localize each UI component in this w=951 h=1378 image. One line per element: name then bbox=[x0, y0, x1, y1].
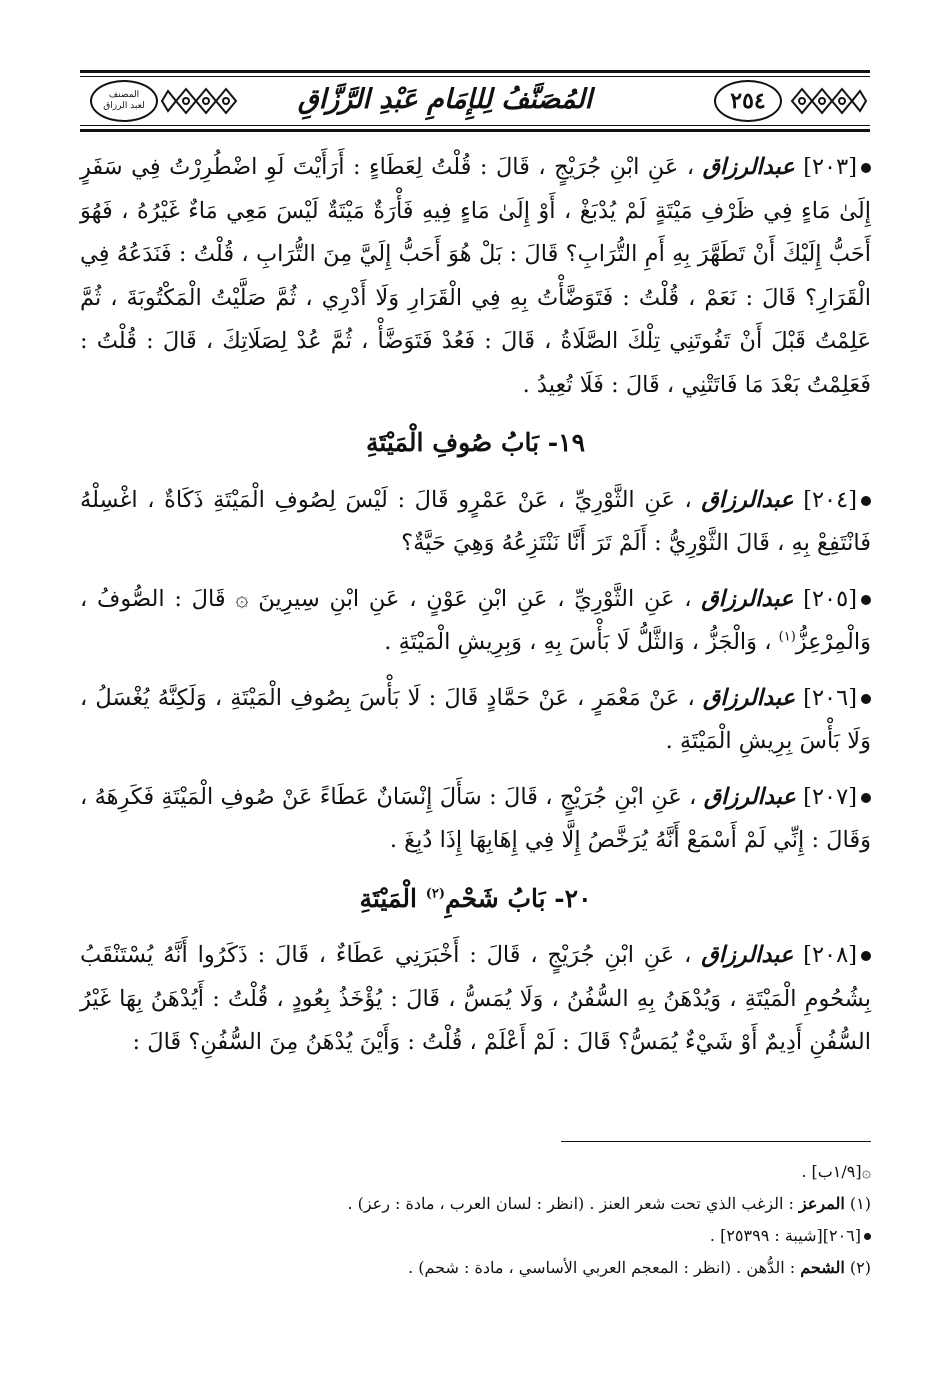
reference-bullet-icon bbox=[864, 1233, 871, 1240]
entry-text: ، عَنِ الثَّوْرِيِّ ، عَنْ عَمْرٍو قَالَ : لَيْسَ لِصُوفِ الْمَيْتَةِ ذَكَاةٌ ، اغْسِلْهُ فَانْتَفِعْ بِهِ ، قَالَ الثَّوْرِيُّ : أَلَمْ تَرَ أَنَّا نَنْتَزِعُهُ وَهِيَ حَيَّةٌ؟ bbox=[80, 486, 871, 556]
header-rule-top bbox=[80, 76, 870, 77]
entry-number: [٢٠٣] bbox=[803, 154, 858, 180]
entry-number: [٢٠٤] bbox=[803, 486, 858, 513]
footnote-1-text: : الزغب الذي تحت شعر العنز . (انظر : لسان العرب ، مادة : رعز) . bbox=[347, 1194, 794, 1213]
entry-text-continued: ، وَالْجَزُّ ، وَالثَّلُّ لَا بَأْسَ بِهِ ، وَبِرِيشِ الْمَيْتَةِ . bbox=[384, 629, 772, 655]
entry-number: [٢٠٨] bbox=[803, 942, 857, 968]
footnote-ref-2[interactable]: (٢) bbox=[425, 886, 446, 902]
footnote-separator bbox=[561, 1141, 871, 1142]
entry-text: ، عَنِ ابْنِ جُرَيْجٍ ، قَالَ : أَخْبَرَنِي عَطَاءٌ ، قَالَ : ذَكَرُوا أَنَّهُ يُسْتَنْقَبُ بِشُحُومِ الْمَيْتَةِ ، وَيُدْهَنُ بِهِ السُّفُنُ ، وَلَا يُمَسُّ ، قَالَ : يُؤْخَذُ بِعُودٍ ، قُلْتُ : أَيُدْهَنُ بِهَا غَيْرُ السُّفُنِ أَدِيمٌ أَوْ شَيْءٌ يُمَسُّ؟ قَالَ : لَمْ أَعْلَمْ ، قُلْتُ : وَأَيْنَ يُدْهَنُ مِنَ السُّفُنِ؟ قَالَ : bbox=[80, 942, 871, 1055]
entry-number: [٢٠٥] bbox=[803, 585, 857, 612]
entry-bullet-icon bbox=[861, 496, 871, 506]
hadith-entry-203 bbox=[80, 146, 871, 407]
emblem-line-1: المصنف bbox=[108, 90, 140, 100]
hadith-entry-207 bbox=[80, 776, 871, 863]
left-ornament-icon bbox=[160, 81, 240, 121]
entry-number: [٢٠٧] bbox=[803, 783, 857, 810]
main-text bbox=[80, 146, 871, 1065]
page-header bbox=[80, 70, 870, 132]
chapter-title: ٢٠- بَابُ شَحْمِ bbox=[445, 883, 592, 913]
footnote-2-ref: (٢) bbox=[849, 1258, 871, 1277]
footnote-1 bbox=[80, 1188, 871, 1220]
chapter-heading-20 bbox=[80, 877, 871, 921]
entry-text: ، عَنِ الثَّوْرِيِّ ، عَنِ ابْنِ عَوْنٍ ، عَنِ ابْنِ سِيرِينَ ۞ قَالَ : الصُّوفُ ، وَالْمِرْعِزُّ bbox=[80, 585, 871, 655]
narrator-name: عبدالرزاق bbox=[701, 585, 794, 612]
chapter-title-continued: الْمَيْتَةِ bbox=[359, 883, 417, 913]
page-number: ٢٥٤ bbox=[730, 87, 766, 114]
entry-bullet-icon bbox=[861, 163, 871, 173]
hadith-entry-205 bbox=[80, 578, 871, 665]
entry-bullet-icon bbox=[861, 595, 871, 605]
entry-bullet-icon bbox=[861, 694, 871, 704]
cross-reference-text: [٢٠٦][شيبة : ٢٥٣٩٩] . bbox=[709, 1226, 861, 1245]
footnote-ref-1[interactable]: (١) bbox=[778, 629, 796, 645]
running-title: المُصَنَّفُ لِلإِمَامِ عَبْدِ الرَّزَّاقِ bbox=[297, 84, 593, 115]
hadith-entry-204 bbox=[80, 479, 871, 566]
entry-bullet-icon bbox=[861, 793, 871, 803]
entry-text: ، عَنِ ابْنِ جُرَيْجٍ ، قَالَ : قُلْتُ لِعَطَاءٍ : أَرَأَيْتَ لَوِ اضْطُرِرْتُ فِي سَفَرٍ إِلَىٰ مَاءٍ فِي ظَرْفِ مَيْتَةٍ لَمْ يُدْبَغْ ، أَوْ إِلَىٰ مَاءٍ فِيهِ فَأْرَةٌ مَيْتَةٌ لَيْسَ مَعِي مَاءٌ غَيْرُهُ ، فَهُوَ أَحَبُّ إِلَيْكَ أَنْ تَطَهَّرَ بِهِ أَمِ التُّرَابِ؟ قَالَ : بَلْ هُوَ أَحَبُّ إِلَيَّ مِنَ التُّرَابِ ، قُلْتُ : فَنَدَعُهُ فِي الْقَرَارِ؟ قَالَ : نَعَمْ ، قُلْتُ : فَتَوَضَّأْتُ بِهِ فِي الْقَرَارِ وَلَا أَدْرِي ، ثُمَّ صَلَّيْتُ الْمَكْتُوبَةَ ، ثُمَّ عَلِمْتُ قَبْلَ أَنْ تَفُوتَنِي تِلْكَ الصَّلَاةُ ، قَالَ : فَعُدْ فَتَوَضَّأْ ، ثُمَّ عُدْ لِصَلَاتِكَ ، قَالَ : قُلْتُ : فَعَلِمْتُ بَعْدَ مَا فَاتَتْنِي ، قَالَ : فَلَا تُعِيدُ . bbox=[80, 154, 871, 398]
footnotes bbox=[80, 1156, 871, 1284]
hadith-entry-206 bbox=[80, 677, 871, 764]
entry-number: [٢٠٦] bbox=[803, 684, 857, 711]
manuscript-marker: ۞[١/٩ب] . bbox=[801, 1162, 871, 1181]
narrator-name: عبدالرزاق bbox=[701, 942, 794, 968]
hadith-entry-208 bbox=[80, 934, 871, 1065]
footnote-2-term: الشحم bbox=[800, 1258, 845, 1277]
entry-text: ، عَنِ ابْنِ جُرَيْجٍ ، قَالَ : سَأَلَ إِنْسَانٌ عَطَاءً عَنْ صُوفِ الْمَيْتَةِ فَكَرِهَهُ ، وَقَالَ : إِنِّي لَمْ أَسْمَعْ أَنَّهُ يُرَخَّصُ إِلَّا فِي إِهَابِهَا إِذَا دُبِغَ . bbox=[80, 783, 871, 853]
footnote-2-text: : الدُّهن . (انظر : المعجم العربي الأساسي ، مادة : شحم) . bbox=[408, 1258, 796, 1277]
emblem-line-2: لعبد الرزاق bbox=[103, 101, 145, 111]
narrator-name: عبدالرزاق bbox=[703, 783, 796, 810]
entry-text: ، عَنْ مَعْمَرٍ ، عَنْ حَمَّادٍ قَالَ : لَا بَأْسَ بِصُوفِ الْمَيْتَةِ ، وَلَكِنَّهُ يُغْسَلُ ، وَلَا بَأْسَ بِرِيشِ الْمَيْتَةِ . bbox=[80, 684, 871, 754]
narrator-name: عبدالرزاق bbox=[702, 154, 795, 180]
entry-bullet-icon bbox=[861, 951, 871, 961]
right-ornament-icon bbox=[788, 81, 868, 121]
footnote-2 bbox=[80, 1252, 871, 1284]
footnote-1-term: المرعز bbox=[799, 1194, 845, 1213]
narrator-name: عبدالرزاق bbox=[701, 486, 794, 513]
narrator-name: عبدالرزاق bbox=[702, 684, 796, 711]
header-rule-bottom bbox=[80, 125, 870, 126]
footnote-1-ref: (١) bbox=[849, 1194, 871, 1213]
chapter-heading-19: ١٩- بَابُ صُوفِ الْمَيْتَةِ bbox=[365, 428, 586, 457]
page-number-medallion bbox=[714, 80, 782, 122]
cross-reference bbox=[80, 1220, 871, 1252]
book-emblem bbox=[90, 80, 158, 122]
